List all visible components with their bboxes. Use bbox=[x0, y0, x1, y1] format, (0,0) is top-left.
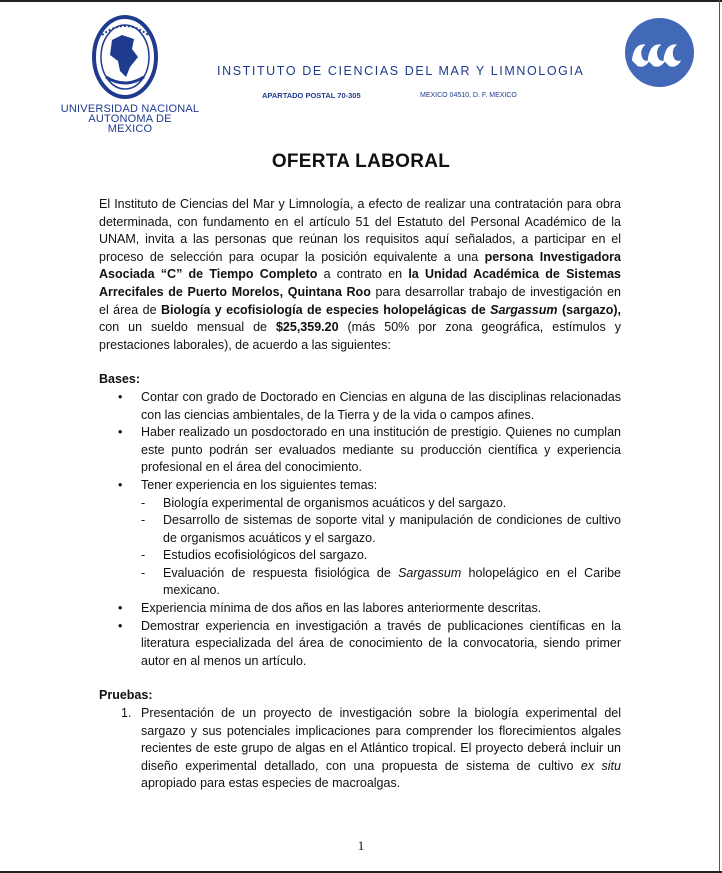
intro-paragraph bbox=[99, 196, 621, 354]
intro-text-3: para desarrollar trabajo de investigación en el área de bbox=[99, 284, 622, 317]
position-title: persona Investigadora Asociada “C” de Tiempo Completo bbox=[99, 249, 621, 282]
topic-3: Estudios ecofisiológicos del sargazo. bbox=[163, 548, 368, 563]
list-item: - Biología experimental de organismos acuáticos y del sargazo. bbox=[141, 495, 507, 510]
bases-item-4: Experiencia mínima de dos años en las labores anteriormente descritas. bbox=[141, 601, 542, 616]
intro-text-5: (más 50% por zona geográfica, estímulos y prestaciones laborales), de acuerdo a las siguientes: bbox=[99, 320, 621, 352]
bases-item-2: Haber realizado un posdoctorado en una institución de prestigio. Quienes no cumplan este punto podrán ser evaluados mediante su producción científica y experiencia profesional en el área del conocimiento. bbox=[141, 425, 621, 475]
pruebas-heading: Pruebas: bbox=[99, 688, 153, 703]
topic-2: Desarrollo de sistemas de soporte vital y manipulación de condiciones de cultivo de organismos acuáticos y el sargazo. bbox=[163, 513, 621, 545]
list-item: • Contar con grado de Doctorado en Ciencias en alguna de las disciplinas relacionadas con las ciencias ambientales, de la Tierra y de la vida o campos afines. bbox=[118, 389, 621, 422]
pruebas-number: 1. bbox=[121, 706, 132, 721]
intro-text-2: a contrato en bbox=[317, 267, 409, 282]
research-area bbox=[161, 303, 621, 317]
pruebas-item-ital: ex situ bbox=[580, 758, 621, 773]
bases-list bbox=[99, 389, 621, 671]
university-line-1: UNIVERSIDAD NACIONAL bbox=[60, 103, 200, 115]
pruebas-item-text: Presentación de un proyecto de investigación sobre la biología experimental del sargazo y sus potenciales implicaciones para comprender los florecimientos algales recientes de este grupo de algas en el Atlántico tropical. El proyecto deberá incluir un diseño experimental detallado, con una propuesta de sistema de cultivo bbox=[141, 706, 621, 773]
topic-1: Biología experimental de organismos acuáticos y del sargazo. bbox=[163, 495, 507, 510]
city-address: MEXICO 04510, D. F. MEXICO bbox=[420, 92, 517, 99]
research-area-text: Biología y ecofisiología de especies holopelágicas de bbox=[160, 302, 491, 317]
research-area-genus: Sargassum bbox=[490, 302, 558, 317]
top-border bbox=[0, 0, 722, 2]
list-item: • Tener experiencia en los siguientes temas: - Biología experimental de organismos acuáticos y del sargazo. - Desarrollo de sistemas de soporte vital y manipulación de condiciones de cultivo de organismos acuáticos y el sargazo. - Estudios ecofisiológicos del sargazo. - Evaluación de respuesta fisiológica de Sargassum holopelágico en el Caribe mexicano. bbox=[99, 477, 621, 600]
bases-item-3: Tener experiencia en los siguientes temas: bbox=[141, 477, 378, 492]
pruebas-item-end: apropiado para estas especies de macroalgas. bbox=[141, 776, 401, 791]
university-name bbox=[50, 104, 210, 134]
postal-address: APARTADO POSTAL 70-305 bbox=[262, 91, 361, 100]
pruebas-list bbox=[99, 705, 621, 793]
topic-4-post: holopelágico en el Caribe mexicano. bbox=[163, 565, 622, 598]
topic-4-pre: Evaluación de respuesta fisiológica de bbox=[163, 565, 399, 580]
topics-sublist bbox=[141, 495, 621, 601]
bases-item-1: Contar con grado de Doctorado en Ciencias en alguna de las disciplinas relacionadas con las ciencias ambientales, de la Tierra y de la vida o campos afines. bbox=[141, 389, 621, 422]
monthly-salary: $25,359.20 bbox=[275, 320, 339, 335]
list-item: - Desarrollo de sistemas de soporte vital y manipulación de condiciones de cultivo de organismos acuáticos y el sargazo. bbox=[141, 513, 621, 545]
list-item: • Haber realizado un posdoctorado en una institución de prestigio. Quienes no cumplan este punto podrán ser evaluados mediante su producción científica y experiencia profesional en el área del conocimiento. bbox=[118, 425, 621, 475]
list-item: • Demostrar experiencia en investigación a través de publicaciones científicas en la literatura especializada del área de conocimiento de la convocatoria, siendo primer autor en al menos un artículo. bbox=[118, 618, 621, 668]
document-body bbox=[99, 196, 621, 793]
institute-name: INSTITUTO DE CIENCIAS DEL MAR Y LIMNOLOGIA bbox=[217, 64, 585, 78]
page-number: 1 bbox=[357, 838, 365, 853]
list-item: • Experiencia mínima de dos años en las labores anteriormente descritas. bbox=[118, 601, 542, 616]
icml-waves-logo-icon bbox=[624, 17, 695, 88]
bases-heading: Bases: bbox=[99, 372, 140, 387]
list-item: - Evaluación de respuesta fisiológica de Sargassum holopelágico en el Caribe mexicano. bbox=[141, 565, 622, 598]
university-line-3: MEXICO bbox=[107, 123, 153, 135]
right-border bbox=[719, 0, 720, 873]
list-item bbox=[99, 705, 621, 793]
list-item: - Estudios ecofisiológicos del sargazo. bbox=[141, 548, 368, 563]
bases-item-5: Demostrar experiencia en investigación a través de publicaciones científicas en la literatura especializada del área de conocimiento de la convocatoria, siendo primer autor en al menos un artículo. bbox=[141, 618, 621, 668]
intro-text-4: con un sueldo mensual de bbox=[99, 320, 276, 335]
topic-4-genus: Sargassum bbox=[398, 565, 462, 580]
academic-unit: la Unidad Académica de Sistemas Arrecifales de Puerto Morelos, Quintana Roo bbox=[99, 267, 621, 299]
page-title: OFERTA LABORAL bbox=[271, 151, 451, 172]
unam-seal-icon bbox=[92, 15, 158, 101]
research-area-end: (sargazo), bbox=[557, 302, 621, 317]
intro-text-1: El Instituto de Ciencias del Mar y Limnología, a efecto de realizar una contratación para obra determinada, con fundamento en el artículo 51 del Estatuto del Personal Académico de la UNAM, invita a las personas que reúnan los requisitos aquí señalados, a participar en el proceso de selección para ocupar la posición equivalente a una bbox=[99, 197, 621, 264]
university-line-2: AUTONOMA DE bbox=[88, 113, 172, 125]
